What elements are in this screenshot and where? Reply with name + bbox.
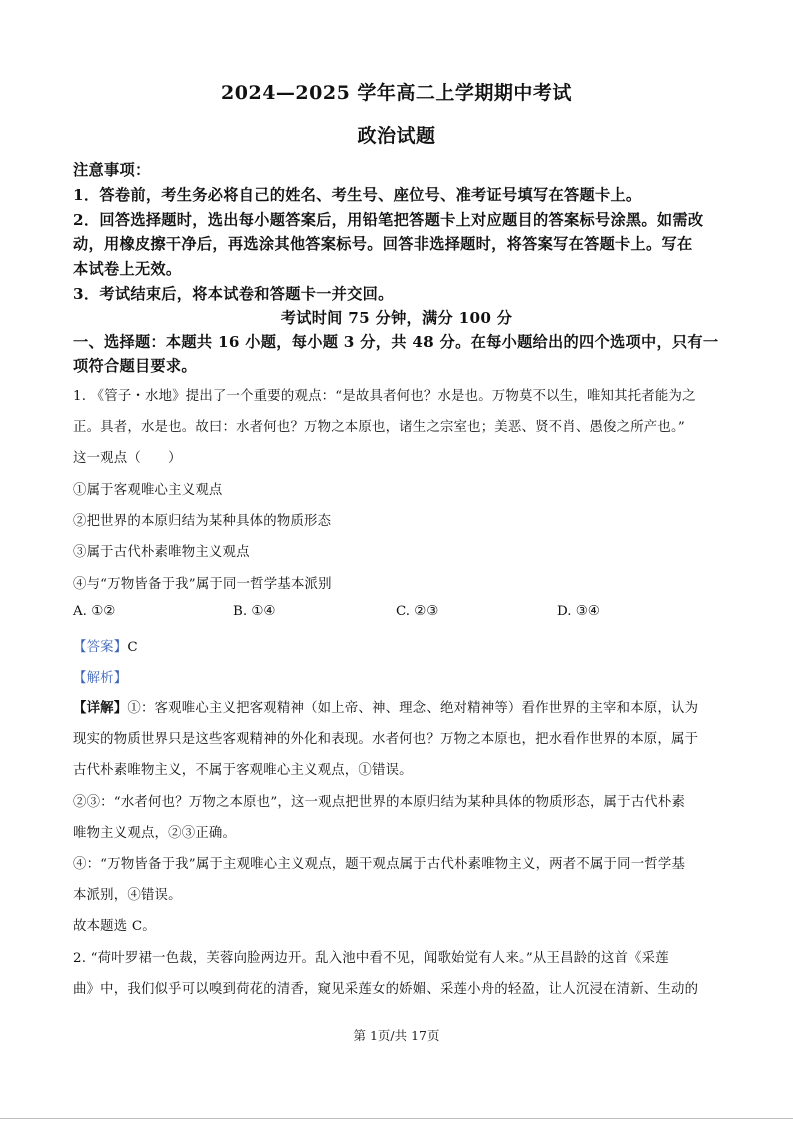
- answer-value: C: [127, 640, 138, 655]
- option-value: ③④: [575, 604, 600, 619]
- option-label: A.: [73, 604, 87, 619]
- exam-subject: 政治试题: [357, 125, 436, 147]
- q1-conclusion: 故本题选 C。: [73, 919, 156, 934]
- q1-option-d: [557, 604, 600, 619]
- q2-stem-line-2: 曲》中，我们似乎可以嗅到荷花的清香，窥见采莲女的娇媚、采莲小舟的轻盈，让人沉浸在清新、生动的: [73, 982, 699, 997]
- option-value: ②③: [414, 604, 439, 619]
- option-value: ①④: [251, 604, 276, 619]
- detail-text: ①：客观唯心主义把客观精神（如上帝、神、理念、绝对精神等）看作世界的主宰和本原，认为: [127, 701, 699, 716]
- notice-item-3: 3．考试结束后，将本试卷和答题卡一并交回。: [73, 285, 394, 303]
- notice-item-2-line-1: 2．回答选择题时，选出每小题答案后，用铅笔把答题卡上对应题目的答案标号涂黑。如需改: [73, 211, 704, 229]
- q1-answer: [73, 636, 721, 655]
- q1-choice-1: ①属于客观唯心主义观点: [73, 483, 223, 498]
- q1-option-b: [233, 604, 275, 619]
- q1-detail-line-4: ②③：“水者何也？万物之本原也”，这一观点把世界的本原归结为某种具体的物质形态，属于古代朴素: [73, 795, 686, 810]
- option-label: C.: [396, 604, 411, 619]
- notice-item-2-line-3: 本试卷上无效。: [73, 260, 182, 278]
- q1-stem-line-1: 1. 《管子・水地》提出了一个重要的观点：“是故具者何也？水是也。万物莫不以生，唯知其托者能为之: [73, 389, 696, 404]
- q1-detail-line-6: ④：“万物皆备于我”属于主观唯心主义观点，题干观点属于古代朴素唯物主义，两者不属于同一哲学基: [73, 857, 686, 872]
- q1-option-c: [396, 604, 438, 619]
- q1-choice-4: ④与“万物皆备于我”属于同一哲学基本派别: [73, 577, 332, 592]
- q1-analysis-tag: 【解析】: [73, 671, 128, 686]
- option-label: B.: [233, 604, 248, 619]
- notice-item-2-line-2: 动，用橡皮擦干净后，再选涂其他答案标号。回答非选择题时，将答案写在答题卡上。写在: [73, 235, 693, 253]
- q1-detail-line-1: [73, 697, 721, 716]
- q1-detail-line-7: 本派别，④错误。: [73, 888, 182, 903]
- page-bottom-divider: [0, 1118, 793, 1119]
- q1-detail-line-5: 唯物主义观点，②③正确。: [73, 826, 237, 841]
- exam-title: 2024—2025 学年高二上学期期中考试: [221, 82, 572, 104]
- answer-tag: 【答案】: [73, 640, 128, 655]
- q2-stem-line-1: 2. “荷叶罗裙一色裁，芙蓉向脸两边开。乱入池中看不见，闻歌始觉有人来。”从王昌龄的这首《采莲: [73, 951, 669, 966]
- exam-time-info: 考试时间 75 分钟，满分 100 分: [280, 309, 513, 327]
- option-label: D.: [557, 604, 572, 619]
- section-heading-line-2: 项符合题目要求。: [73, 357, 197, 375]
- q1-stem-line-2: 正。具者，水是也。故曰：水者何也？万物之本原也，诸生之宗室也；美恶、贤不肖、愚俊之所产也。”: [73, 420, 685, 435]
- q1-choice-2: ②把世界的本原归结为某种具体的物质形态: [73, 514, 332, 529]
- option-value: ①②: [91, 604, 116, 619]
- q1-stem-line-3: 这一观点（ ）: [73, 451, 182, 466]
- page-number: 第 1页/共 17页: [353, 1028, 440, 1043]
- notice-heading: 注意事项：: [73, 161, 151, 179]
- q1-detail-line-3: 古代朴素唯物主义，不属于客观唯心主义观点，①错误。: [73, 763, 413, 778]
- q1-choice-3: ③属于古代朴素唯物主义观点: [73, 545, 250, 560]
- detail-tag: 【详解】: [73, 700, 128, 716]
- q1-option-a: [73, 604, 115, 619]
- section-heading-line-1: 一、选择题：本题共 16 小题，每小题 3 分，共 48 分。在每小题给出的四个选项中，只有一: [73, 333, 719, 351]
- notice-item-1: 1．答卷前，考生务必将自己的姓名、考生号、座位号、准考证号填写在答题卡上。: [73, 186, 642, 204]
- q1-detail-line-2: 现实的物质世界只是这些客观精神的外化和表现。水者何也？万物之本原也，把水看作世界的本原，属于: [73, 732, 699, 747]
